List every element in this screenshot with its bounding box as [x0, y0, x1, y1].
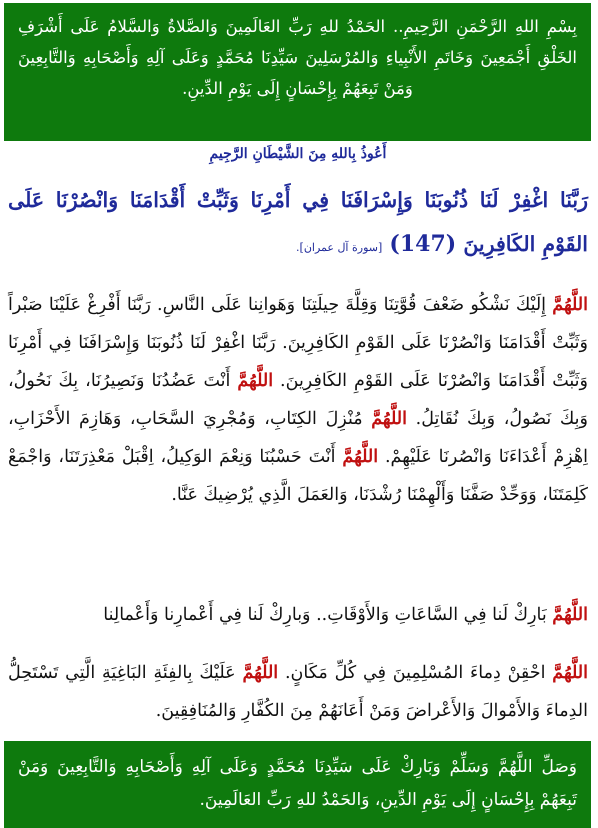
- allahumma-7: اللَّهُمَّ: [242, 663, 279, 683]
- dua-text-1c: مُنْزِلَ الكِتَابِ، وَمُجْرِيَ السَّحَابِ، وَهَازِمَ الأَحْزَابِ، اِهْزِمْ أَعْدَاءَنَا وَانْصُرنَا عَلَيْهِمْ.: [8, 409, 588, 467]
- dua-text-3b: عَلَيْكَ بِالفِئَةِ البَاغِيَةِ الَّتِي تَسْتَحِلُّ الدِماءَ وَالأَمْوالَ وَالأَعْراضَ وَمَنْ أَعَانَهُمْ مِنَ الكُفَّارِ وَالمُنَافِقِينَ.: [8, 663, 588, 721]
- dua-paragraph-3: [8, 654, 588, 738]
- verse-reference: [سورة آل عمران].: [296, 241, 383, 254]
- dua-text-1b: أَنْتَ عَضُدُنَا وَنَصِيرُنَا، بِكَ نَحُولُ، وَبِكَ نَصُولُ، وَبِكَ نُقَاتِلُ.: [8, 371, 588, 429]
- dua-text-1d: أَنْتَ حَسْبُنَا وَنِعْمَ الوَكِيلُ، اِقْبَلْ مَعْذِرَتَنَا، وَاجْمَعْ كَلِمَتَنَا، وَوَحِّدْ صَفَّنَا وَأَلْهِمْنَا رُشْدَنَا، وَالعَمَلَ الَّذِي يُرْضِيكَ عَنَّا.: [8, 447, 588, 505]
- opening-praise-box: [4, 3, 591, 141]
- dua-text-3a: احْقِنْ دِماءَ المُسْلِمِينَ فِي كُلِّ مَكَانٍ.: [278, 663, 553, 683]
- allahumma-2: اللَّهُمَّ: [237, 371, 274, 391]
- dua-text-1a: إِلَيْكَ نَشْكُو ضَعْفَ قُوَّتِنَا وَقِلَّةَ حِيلَتِنَا وَهَوانِنا عَلَى النَّاسِ. رَبَّنَا أَفْرِغْ عَلَيْنَا صَبْراً وَثَبِّتْ أَقْدَامَنَا وَانْصُرْنَا عَلَى القَوْمِ الكَافِرِينَ. رَبَّنَا اغْفِرْ لَنَا ذُنُوبَنَا وَإِسْرَافَنَا فِي أَمْرِنَا وَثَبِّتْ أَقْدَامَنَا وَانْصُرْنَا عَلَى القَوْمِ الكَافِرِينَ.: [8, 295, 588, 391]
- verse-text: رَبَّنَا اغْفِرْ لَنَا ذُنُوبَنَا وَإِسْرَافَنَا فِي أَمْرِنَا وَثَبِّتْ أَقْدَامَنَا وَانْصُرْنَا عَلَى القَوْمِ الكَافِرِينَ: [8, 188, 588, 256]
- dua-paragraph-2: [8, 596, 588, 654]
- opening-praise-text: بِسْمِ اللهِ الرَّحْمَنِ الرَّحِيمِ.. الحَمْدُ للهِ رَبِّ العَالَمِينَ وَالصَّلاةُ وَالسَّلامُ عَلَى أَشْرَفِ الخَلْقِ أَجْمَعِينَ وَخَاتَمِ الأَنْبِياءِ وَالمُرْسَلِينَ سَيِّدِنَا مُحَمَّدٍ وَعَلَى آلِهِ وَأَصْحَابِهِ وَالتَّابِعِينَ وَمَنْ تَبِعَهُمْ بِإِحْسَانٍ إِلَى يَوْمِ الدِّينِ.: [18, 17, 577, 98]
- dua-paragraph-1: [8, 286, 588, 588]
- allahumma-1: اللَّهُمَّ: [552, 295, 588, 315]
- verse-number: (147): [389, 231, 457, 257]
- allahumma-6: اللَّهُمَّ: [552, 663, 588, 683]
- allahumma-5: اللَّهُمَّ: [552, 605, 588, 625]
- taawudh-line: أَعُوذُ بِاللهِ مِنَ الشَّيْطَانِ الرَّجِيمِ: [209, 146, 387, 162]
- allahumma-4: اللَّهُمَّ: [342, 447, 379, 467]
- dua-text-2: بَارِكْ لَنا فِي السَّاعَاتِ وَالأَوْقَاتِ.. وَبارِكْ لَنا فِي أَعْمارِنا وَأَعْمالِنا: [103, 605, 553, 625]
- allahumma-3: اللَّهُمَّ: [371, 409, 407, 429]
- closing-salawat-text: وَصَلِّ اللَّهُمَّ وَسَلِّمْ وَبَارِكْ عَلَى سَيِّدِنَا مُحَمَّدٍ وَعَلَى آلِهِ وَأَصْحَابِهِ وَالتَّابِعِينَ وَمَنْ تَبِعَهُمْ بِإِحْسَانٍ إِلَى يَوْمِ الدِّينِ، وَالحَمْدُ للهِ رَبِّ العَالَمِينَ.: [18, 757, 577, 810]
- closing-salawat-box: [4, 741, 591, 828]
- quran-verse: [8, 178, 588, 278]
